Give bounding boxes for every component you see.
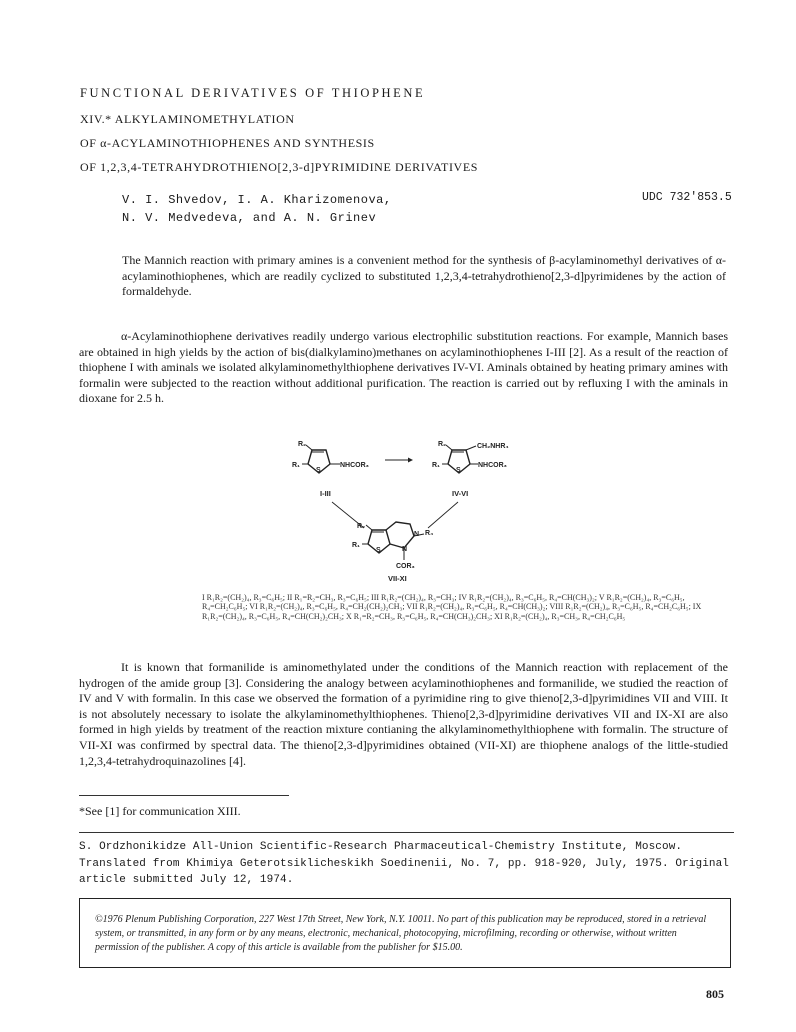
abstract: The Mannich reaction with primary amines is a convenient method for the synthesis of β-acylaminomethyl derivatives of α-acylaminothiophenes, which are readily cyclized to substituted 1,2,3,4-tetrahydrothieno[2,3-d]pyrimidenes by the action of formaldehyde.	[122, 253, 726, 299]
r2-label: R₂	[357, 523, 366, 530]
r1-label: R₁	[352, 542, 360, 549]
arrowhead	[408, 458, 413, 463]
nhcor3-label: NHCOR₃	[340, 462, 369, 469]
nhcor3-label: NHCOR₃	[478, 462, 507, 469]
affiliation-divider	[79, 832, 734, 833]
sulfur-label: S	[456, 467, 461, 474]
article-number-title: XIV.* ALKYLAMINOMETHYLATION	[80, 112, 295, 126]
copyright-box	[79, 898, 731, 968]
body-paragraph: α-Acylaminothiophene derivatives readily undergo various electrophilic substitution reactions. For example, Mannich bases are obtained in high yields by the action of bis(dialkylamino)methanes on acylaminothiophenes I-III [2]. As a result of the reaction of thiophene I with aminals we isolated alkylaminomethylthiophene derivatives IV-VI. Aminals obtained by heating primary amines with formalin were subjected to the reaction without additional purification. The reaction is carried out by refluxing I with the aminals in dioxane for 2.5 h.	[79, 329, 728, 406]
reaction-scheme	[290, 436, 530, 586]
sulfur-label: S	[316, 467, 321, 474]
ch2nhr4-label: CH₂NHR₄	[477, 443, 509, 450]
udc-code: UDC 732'853.5	[642, 191, 732, 204]
substituent-legend: I R₁R₂=(CH₂)₄, R₃=C₆H₅; II R₁=R₂=CH₃, R₃=C₆H₅; III R₁R₂=(CH₂)₄, R₃=CH₃; IV R₁R₂=(CH₂)₄, R₃=C₆H₅, R₄=CH(CH₃)₂; V R₁R₂=(CH₂)₄, R₃=C₆H₅, R₄=CH₂C₆H₅; VI R₁R₂=(CH₂)₄, R₃=C₆H₅, R₄=CH₂(CH₂)₂CH₃; VII R₁R₂=(CH₂)₄, R₃=C₆H₅, R₄=CH(CH₃)₂; VIII R₁R₂=(CH₂)₄, R₃=C₆H₅, R₄=CH₂C₆H₅; IX R₁R₂=(CH₂)₄, R₃=C₆H₅, R₄=CH(CH₂)₂CH₃; X R₁=R₂=CH₃, R₃=C₆H₅, R₄=CH(CH₃)₂CH₃; XI R₁R₂=(CH₂)₄, R₃=CH₃, R₄=CH₂C₆H₅	[202, 593, 702, 621]
thiophene-structure-left	[292, 441, 369, 474]
thienopyrimidine-structure	[352, 522, 433, 570]
article-title-line: OF α-ACYLAMINOTHIOPHENES AND SYNTHESIS	[80, 136, 375, 150]
r1-label: R₁	[292, 462, 300, 469]
author-line: V. I. Shvedov, I. A. Kharizomenova,	[122, 193, 392, 207]
affiliation-note: S. Ordzhonikidze All-Union Scientific-Research Pharmaceutical-Chemistry Institute, Moscow. Translated from Khimiya Geterotsiklicheskikh Soedinenii, No. 7, pp. 918-920, July, 1975. Original article submitted July 12, 1974.	[79, 841, 730, 886]
cor3-label: COR₃	[396, 563, 415, 570]
author-list	[122, 191, 392, 227]
page-number: 805	[706, 987, 724, 1001]
sulfur-label: S	[376, 547, 381, 554]
footnote-divider	[79, 795, 289, 796]
article-title-line: OF 1,2,3,4-TETRAHYDROTHIENO[2,3-d]PYRIMIDINE DERIVATIVES	[80, 160, 479, 174]
r2-label: R₂	[438, 441, 447, 448]
copyright-notice: ©1976 Plenum Publishing Corporation, 227 West 17th Street, New York, N.Y. 10011. No part of this publication may be reproduced, stored in a retrieval system, or transmitted, in any form or by any means, electronic, mechanical, photocopying, microfilming, recording or otherwise, without written permission of the publisher. A copy of this article is available from the publisher for $15.00.	[95, 914, 707, 953]
r1-label: R₁	[432, 462, 440, 469]
author-line: N. V. Medvedeva, and A. N. Grinev	[122, 211, 377, 225]
thiophene-structure-right	[432, 441, 509, 474]
converging-arrow	[428, 502, 458, 528]
compound-label: VII-XI	[388, 574, 407, 583]
r2-label: R₂	[298, 441, 307, 448]
nitrogen-label: N	[402, 546, 408, 553]
compound-label: I-III	[320, 489, 331, 498]
nitrogen-label: N	[414, 531, 420, 538]
body-paragraph: It is known that formanilide is aminomethylated under the conditions of the Mannich reaction with replacement of the hydrogen of the amide group [3]. Considering the analogy between acylaminothiophenes and formanilide, we studied the reaction of IV and V with formalin. In this case we observed the formation of a pyrimidine ring to give thieno[2,3-d]pyrimidines VII and VIII. It is not absolutely necessary to isolate the alkylaminomethylthiophenes. Thieno[2,3-d]pyrimidine derivatives VII and IX-XI are also formed in high yields by treatment of the reaction mixture contianing the alkylaminomethylthiophene with formalin. The structure of VII-XI was confirmed by spectral data. The thieno[2,3-d]pyrimidines obtained (VII-XI) are thiophene analogs of the little-studied 1,2,3,4-tetrahydroquinazolines [4].	[79, 660, 728, 768]
series-title: FUNCTIONAL DERIVATIVES OF THIOPHENE	[80, 86, 426, 100]
r4-label: R₄	[425, 530, 434, 537]
footnote: *See [1] for communication XIII.	[79, 804, 241, 818]
compound-label: IV-VI	[452, 489, 469, 498]
